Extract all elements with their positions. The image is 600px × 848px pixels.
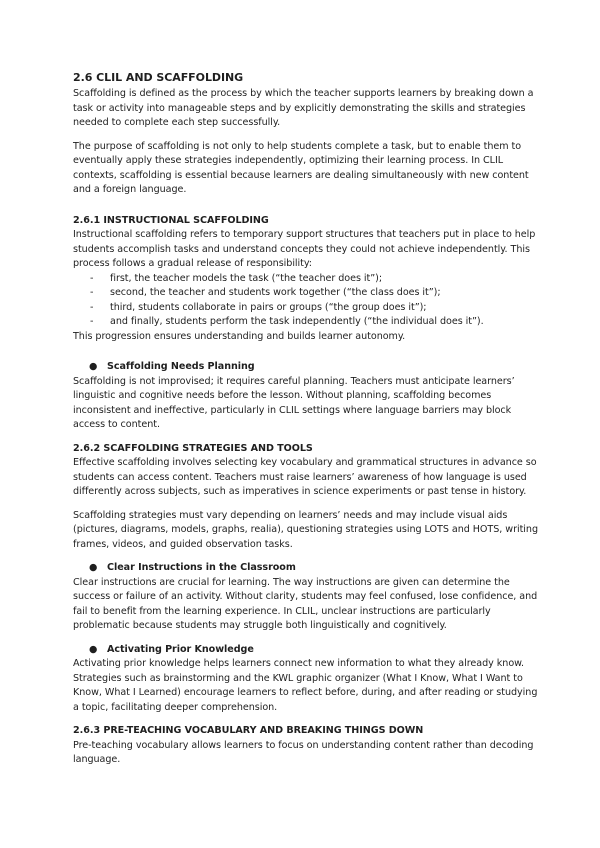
clear-instructions-paragraph: Clear instructions are crucial for learning. The way instructions are given can determine the success or failure of an activity. Without clarity, students may feel confused, lose confidence, and fail to benefit from the learning experience. In CLIL, unclear instructions are particularly problematic because students may struggle both linguistically and cognitively. xyxy=(73,576,538,631)
bullet-icon: ● xyxy=(89,361,98,372)
subsection-262-title: 2.6.2 SCAFFOLDING STRATEGIES AND TOOLS xyxy=(73,442,313,454)
section-paragraph-1: Scaffolding is defined as the process by which the teacher supports learners by breaking down a task or activity into manageable steps and by explicitly demonstrating the skills and strategies needed to complete each step successfully. xyxy=(73,88,534,128)
prior-knowledge-heading-text: Activating Prior Knowledge xyxy=(107,643,254,655)
subsection-262-paragraph-2: Scaffolding strategies must vary depending on learners’ needs and may include visual aids (pictures, diagrams, models, graphs, realia), questioning strategies using LOTS and HOTS, writing frames, videos, and guided observation tasks. xyxy=(73,509,538,550)
clear-instructions-heading-text: Clear Instructions in the Classroom xyxy=(107,562,296,573)
list-item: - and finally, students perform the task independently (“the individual does it”). xyxy=(90,315,538,330)
prior-knowledge-paragraph: Activating prior knowledge helps learners connect new information to what they already know. Strategies such as brainstorming and the KWL graphic organizer (What I Know, What I Want to Know, What I Learned) encourage learners to reflect before, during, and after reading or studying a topic, facilitating deeper comprehension. xyxy=(73,658,538,713)
section-title: 2.6 CLIL AND SCAFFOLDING xyxy=(73,71,244,84)
bullet-icon: ● xyxy=(89,562,98,573)
subsection-263-paragraph: Pre-teaching vocabulary allows learners to focus on understanding content rather than decoding language. xyxy=(73,739,534,765)
planning-heading xyxy=(73,360,538,375)
section-paragraph-2: The purpose of scaffolding is not only to help students complete a task, but to enable them to eventually apply these strategies independently, optimizing their learning process. In CLIL contexts, scaffolding is essential because learners are dealing simultaneously with new content and a foreign language. xyxy=(73,140,529,195)
subsection-261-intro: Instructional scaffolding refers to temporary support structures that teachers put in place to help students accomplish tasks and understand concepts they could not achieve independently. This process follows a gradual release of responsibility: xyxy=(73,229,536,269)
prior-knowledge-heading xyxy=(73,643,538,658)
release-steps-list xyxy=(73,272,538,330)
subsection-261-title: 2.6.1 INSTRUCTIONAL SCAFFOLDING xyxy=(73,214,269,226)
bullet-icon: ● xyxy=(89,643,98,655)
list-item: - first, the teacher models the task (“the teacher does it”); xyxy=(90,272,538,287)
clear-instructions-heading xyxy=(73,561,538,576)
list-item: - third, students collaborate in pairs or groups (“the group does it”); xyxy=(90,301,538,316)
planning-paragraph: Scaffolding is not improvised; it requires careful planning. Teachers must anticipate learners’ linguistic and cognitive needs before the lesson. Without planning, scaffolding becomes inconsistent and ineffective, particularly in CLIL settings where language barriers may block access to content. xyxy=(73,375,515,430)
subsection-263-title: 2.6.3 PRE-TEACHING VOCABULARY AND BREAKING THINGS DOWN xyxy=(73,725,424,736)
planning-heading-text: Scaffolding Needs Planning xyxy=(107,361,255,372)
subsection-262-paragraph-1: Effective scaffolding involves selecting key vocabulary and grammatical structures in advance so students can access content. Teachers must raise learners’ awareness of how language is used differently across subjects, such as imperatives in science experiments or past tense in history. xyxy=(73,457,537,497)
subsection-261-outro: This progression ensures understanding and builds learner autonomy. xyxy=(73,330,406,342)
list-item: - second, the teacher and students work together (“the class does it”); xyxy=(90,286,538,301)
